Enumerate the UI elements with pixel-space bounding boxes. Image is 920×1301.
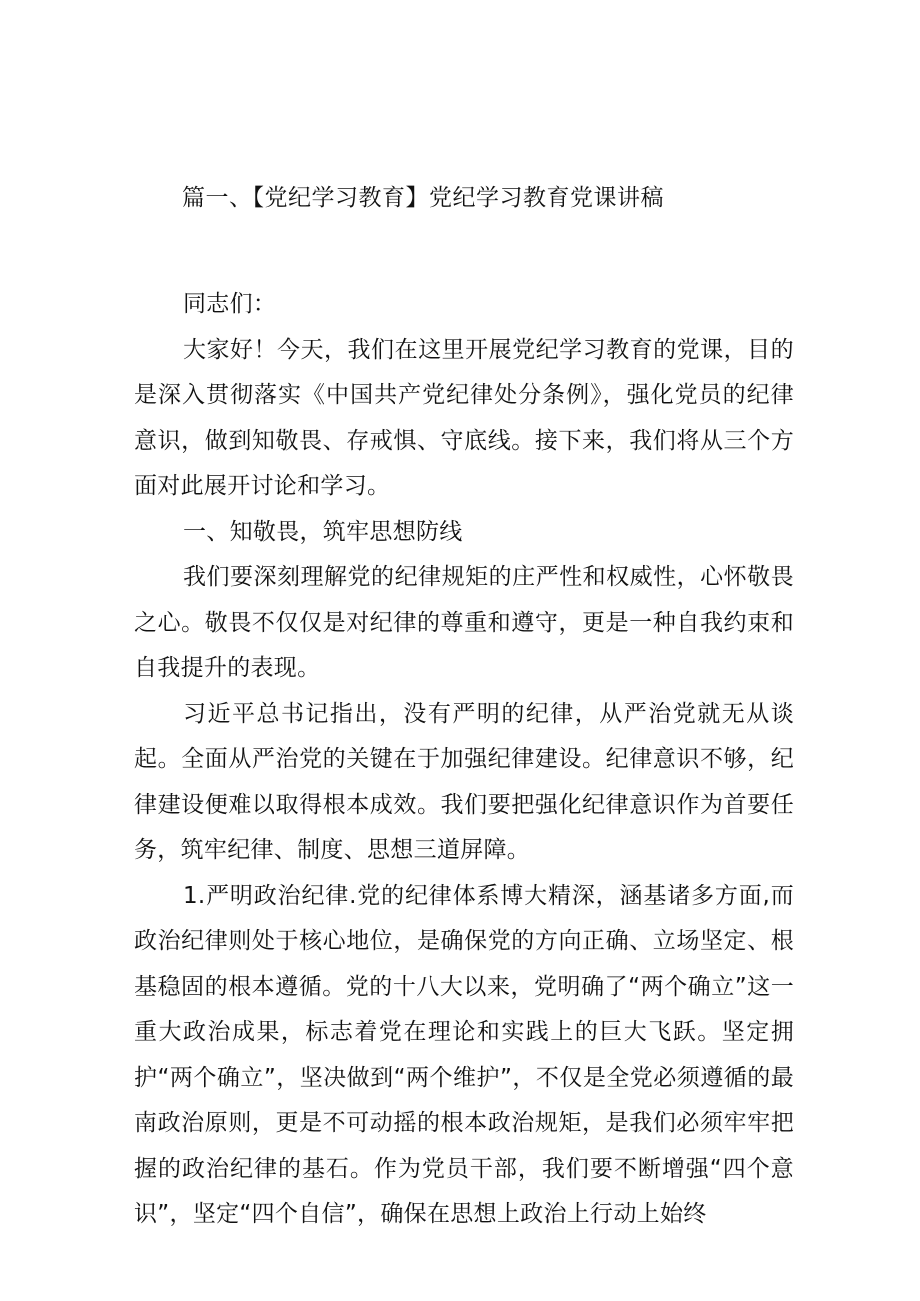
document-body [134, 282, 794, 1238]
section-heading-1: 一、知敬畏，筑牢思想防线 [183, 518, 463, 545]
paragraph-political-discipline: 1.严明政治纪律.党的纪律体系博大精深，涵基诸多方面,而政治纪律则处于核心地位，是确保党的方向正确、立场坚定、根基稳固的根本遵循。党的十八大以来，党明确了“两个确立”这一重大政治成果，标志着党在理论和实践上的巨大飞跃。坚定拥护“两个确立”，坚决做到“两个维护”，不仅是全党必须遵循的最南政治原则，更是不可动摇的根本政治规矩，是我们必须牢牢把握的政治纪律的基石。作为党员干部，我们要不断增强“四个意识”，坚定“四个自信”，确保在思想上政治上行动上始终 [134, 882, 794, 1227]
paragraph-awe: 我们要深刻理解党的纪律规矩的庄严性和权威性，心怀敬畏之心。敬畏不仅仅是对纪律的尊重和遵守，更是一种自我约束和自我提升的表现。 [134, 564, 794, 681]
salutation: 同志们： [183, 291, 277, 317]
paragraph-quote: 习近平总书记指出，没有严明的纪律，从严治党就无从谈起。全面从严治党的关键在于加强纪律建设。纪律意识不够，纪律建设便难以取得根本成效。我们要把强化纪律意识作为首要任务，筑牢纪律、制度、思想三道屏障。 [134, 700, 794, 863]
document-title: 篇一、【党纪学习教育】党纪学习教育党课讲稿 [182, 185, 664, 211]
paragraph-intro: 大家好！今天，我们在这里开展党纪学习教育的党课，目的是深入贯彻落实《中国共产党纪律处分条例》，强化党员的纪律意识，做到知敬畏、存戒惧、守底线。接下来，我们将从三个方面对此展开讨论和学习。 [134, 336, 794, 499]
